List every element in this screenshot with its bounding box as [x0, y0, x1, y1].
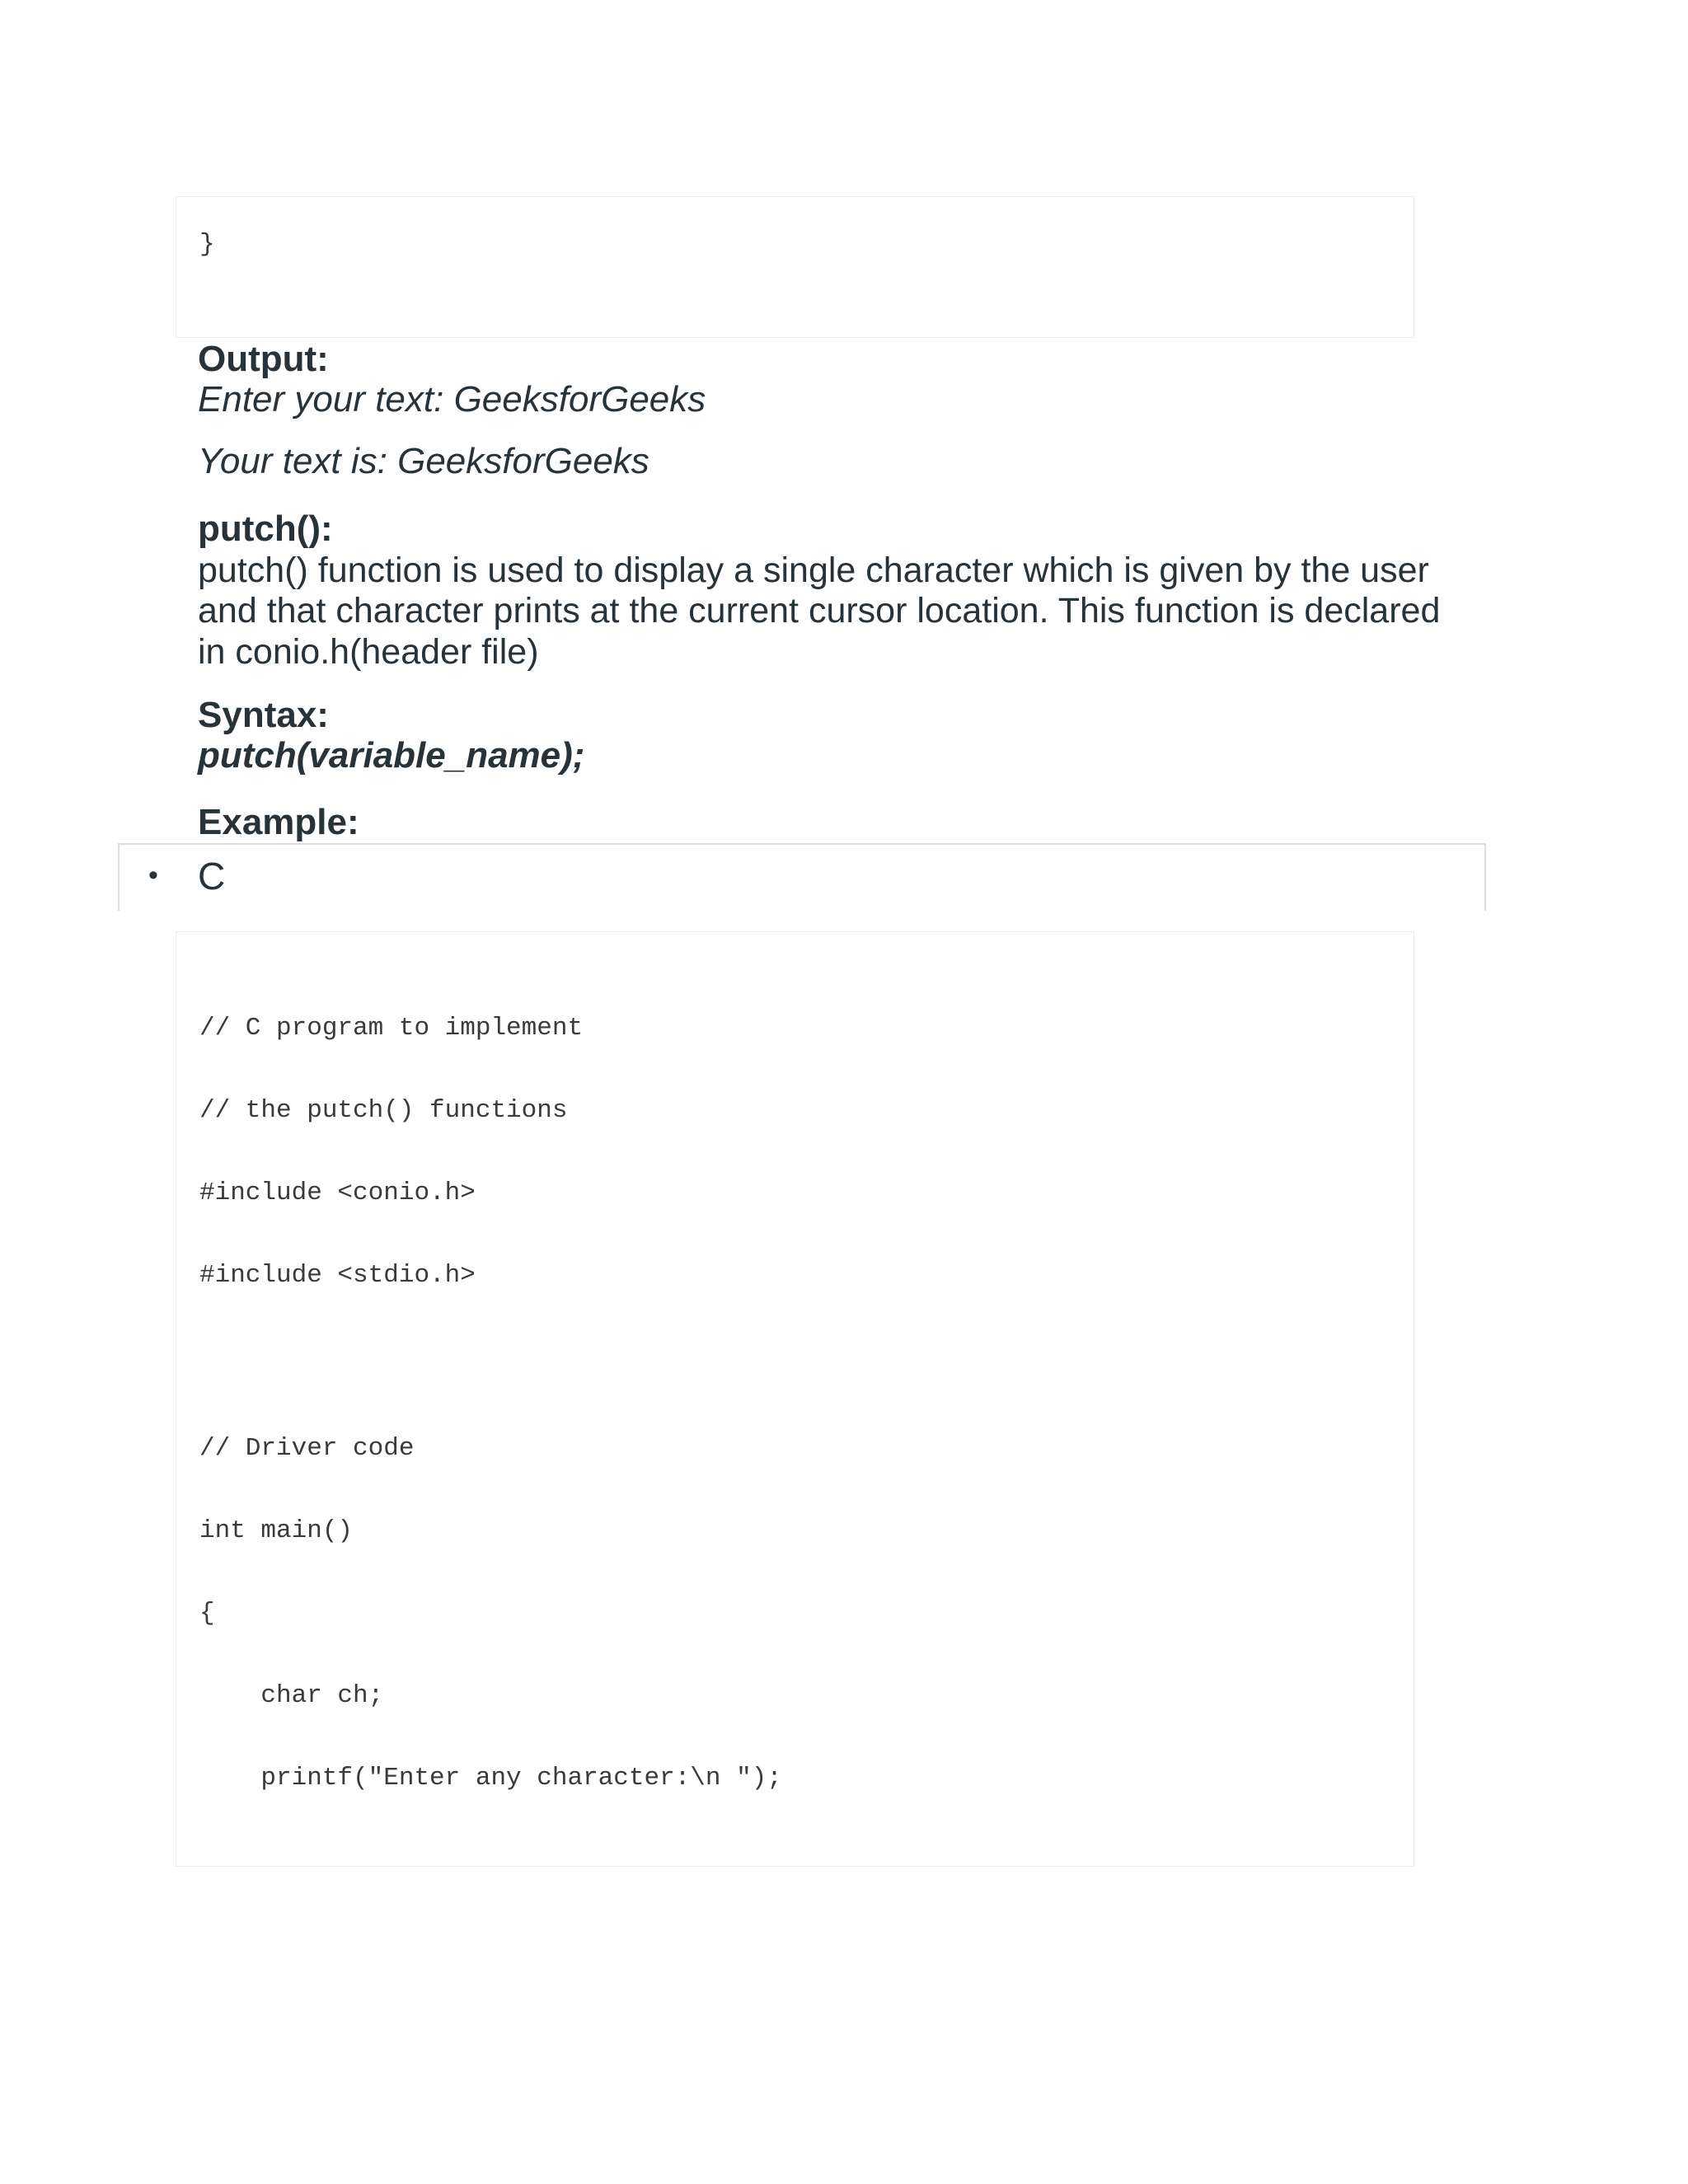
code-line: char ch;: [199, 1681, 384, 1710]
language-tab-bar: [118, 843, 1486, 911]
bullet-icon: •: [148, 860, 158, 891]
syntax-heading: Syntax:: [198, 695, 329, 735]
code-line: printf("Enter any character:\n ");: [199, 1764, 782, 1793]
code-line: {: [199, 1599, 215, 1628]
code-line: #include <stdio.h>: [199, 1261, 476, 1290]
code-line: }: [199, 230, 215, 259]
putch-description-line: in conio.h(header file): [198, 632, 539, 672]
code-line: int main(): [199, 1516, 354, 1545]
code-block-top: [176, 196, 1414, 338]
code-line: // Driver code: [199, 1434, 415, 1463]
code-line: // the putch() functions: [199, 1096, 568, 1125]
output-line: Your text is: GeeksforGeeks: [198, 441, 649, 481]
tab-c[interactable]: C: [198, 855, 226, 898]
syntax-code: putch(variable_name);: [198, 735, 585, 776]
code-line: #include <conio.h>: [199, 1179, 476, 1207]
code-line: // C program to implement: [199, 1014, 584, 1043]
output-line: Enter your text: GeeksforGeeks: [198, 379, 706, 419]
code-block-example: [176, 931, 1414, 1867]
putch-description-line: and that character prints at the current cursor location. This function is declared: [198, 591, 1441, 630]
putch-description-line: putch() function is used to display a single character which is given by the user: [198, 551, 1429, 590]
example-heading: Example:: [198, 802, 359, 842]
output-heading: Output:: [198, 339, 329, 379]
putch-heading: putch():: [198, 509, 333, 549]
